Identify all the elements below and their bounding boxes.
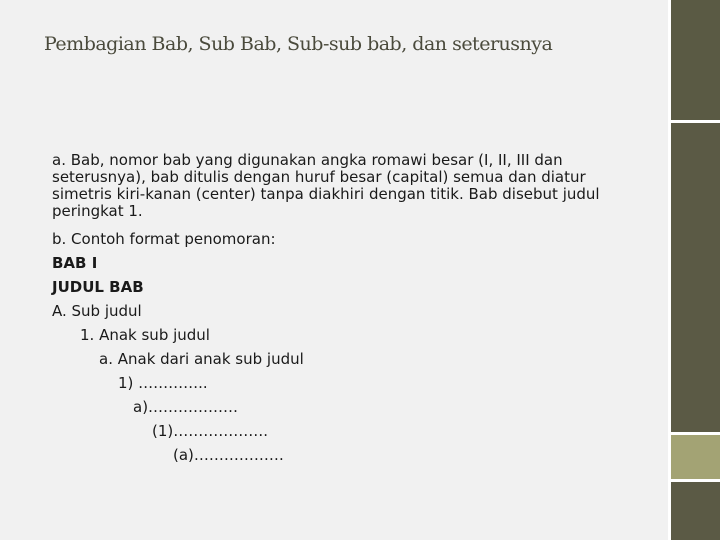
- example-sub-judul: A. Sub judul: [52, 302, 142, 320]
- example-anak-dari-anak-sub-judul: a. Anak dari anak sub judul: [99, 350, 304, 368]
- example-bab-title: JUDUL BAB: [52, 278, 144, 296]
- sidebar-block-accent: [668, 435, 720, 479]
- slide-title: Pembagian Bab, Sub Bab, Sub-sub bab, dan seterusnya: [44, 33, 553, 55]
- example-level-a-paren: a)………………: [133, 398, 239, 416]
- sidebar-block-top: [668, 0, 720, 120]
- sidebar-block-bottom: [668, 482, 720, 540]
- example-level-a-double-paren: (a)………………: [173, 446, 284, 464]
- sidebar-block-middle: [668, 123, 720, 432]
- example-level-1-paren: 1) …………..: [118, 374, 208, 392]
- decorative-sidebar: [668, 0, 720, 540]
- sidebar-edge: [668, 0, 671, 540]
- example-bab-number: BAB I: [52, 254, 98, 272]
- slide-body: [52, 152, 632, 467]
- paragraph-b: b. Contoh format penomoran:: [52, 230, 276, 248]
- example-anak-sub-judul: 1. Anak sub judul: [80, 326, 210, 344]
- paragraph-a: a. Bab, nomor bab yang digunakan angka romawi besar (I, II, III dan seterusnya), bab ditulis dengan huruf besar (capital) semua dan diatur simetris kiri-kanan (center) tanpa diakhiri dengan titik. Bab disebut judul peringkat 1.: [52, 151, 600, 220]
- example-level-1-double-paren: (1)……………….: [152, 422, 269, 440]
